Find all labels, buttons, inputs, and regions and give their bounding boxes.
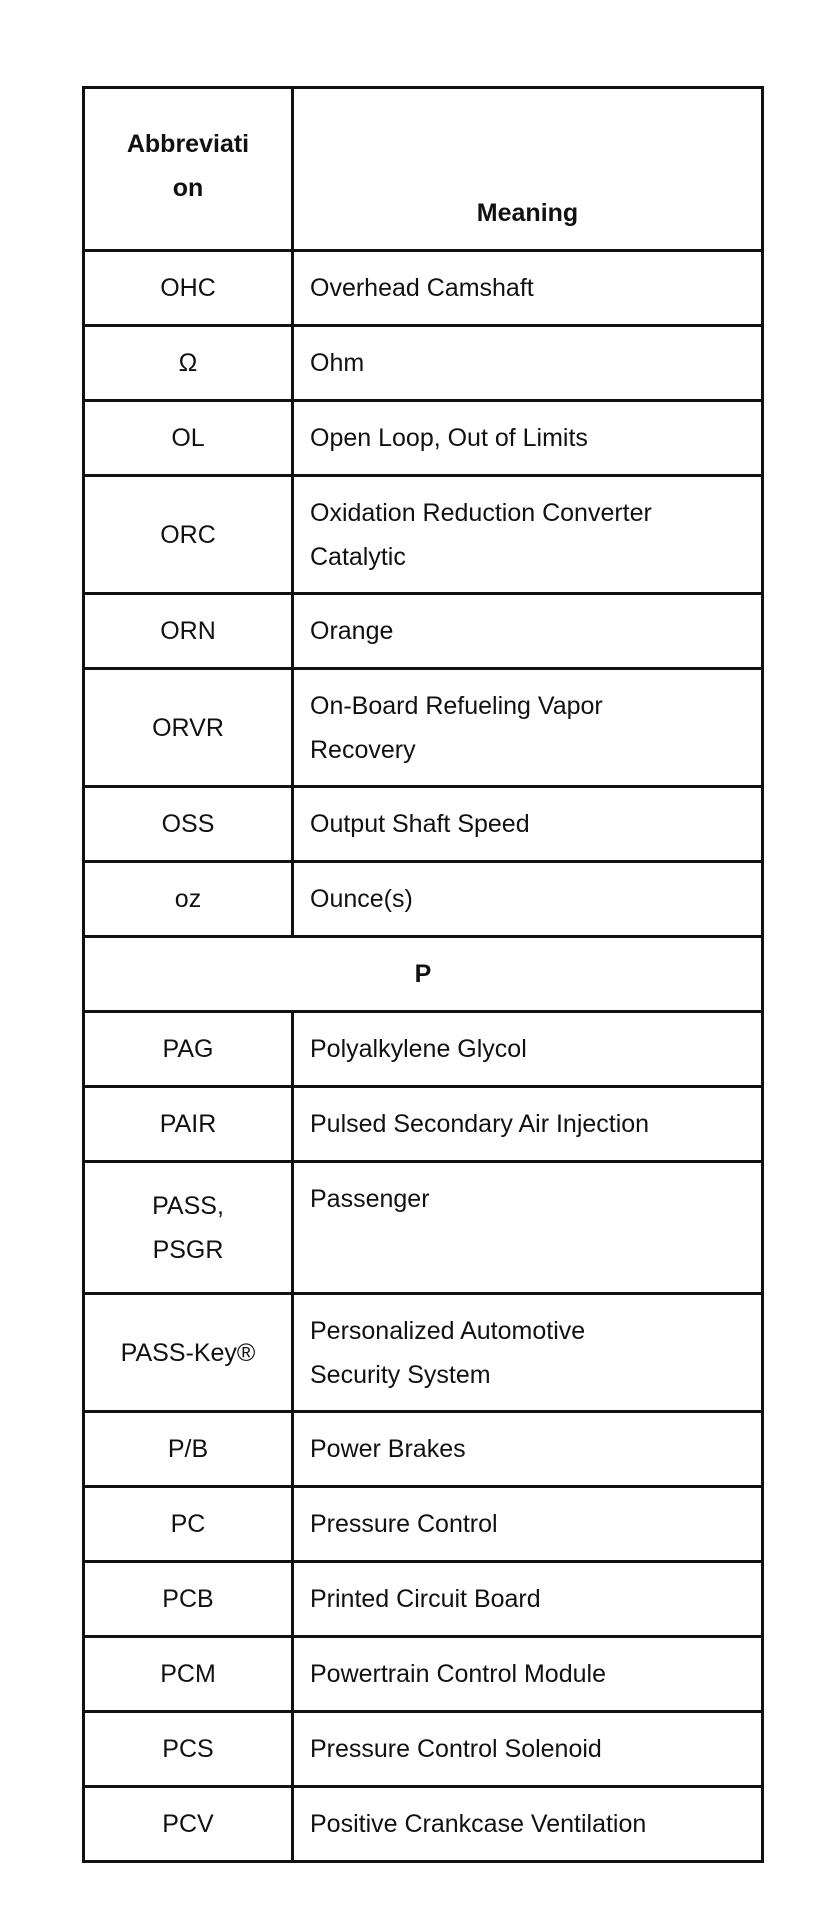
header-abbreviation-line2: on xyxy=(172,174,204,202)
abbr-line2: PSGR xyxy=(152,1235,224,1264)
table-row xyxy=(84,1162,763,1294)
abbr-cell: PAIR xyxy=(84,1087,293,1162)
section-row-p xyxy=(84,937,763,1012)
abbr-cell: OSS xyxy=(84,787,293,862)
table-header-row xyxy=(84,88,763,251)
abbr-cell: P/B xyxy=(84,1412,293,1487)
table-row xyxy=(84,476,763,594)
meaning-line2: Catalytic xyxy=(310,542,406,571)
meaning-cell: Pulsed Secondary Air Injection xyxy=(293,1087,763,1162)
meaning-line1: Personalized Automotive xyxy=(310,1316,586,1345)
section-heading-p: P xyxy=(84,937,763,1012)
table-row xyxy=(84,1294,763,1412)
table-row xyxy=(84,251,763,326)
meaning-line1: On-Board Refueling Vapor xyxy=(310,691,603,720)
meaning-cell: Ohm xyxy=(293,326,763,401)
table-row xyxy=(84,669,763,787)
abbr-cell: PC xyxy=(84,1487,293,1562)
meaning-cell: Ounce(s) xyxy=(293,862,763,937)
meaning-cell: Pressure Control Solenoid xyxy=(293,1712,763,1787)
meaning-cell xyxy=(293,476,763,594)
abbr-cell: ORVR xyxy=(84,669,293,787)
abbr-cell: PCB xyxy=(84,1562,293,1637)
abbr-cell xyxy=(84,1162,293,1294)
abbr-cell: PAG xyxy=(84,1012,293,1087)
table-row xyxy=(84,1487,763,1562)
meaning-line2: Security System xyxy=(310,1360,491,1389)
table-row xyxy=(84,1562,763,1637)
header-abbreviation-line1: Abbreviati xyxy=(126,130,250,158)
meaning-cell: Power Brakes xyxy=(293,1412,763,1487)
meaning-cell: Output Shaft Speed xyxy=(293,787,763,862)
table-row xyxy=(84,401,763,476)
abbr-cell: PASS-Key® xyxy=(84,1294,293,1412)
meaning-cell: Passenger xyxy=(293,1162,763,1294)
table-row xyxy=(84,862,763,937)
abbr-cell: ORC xyxy=(84,476,293,594)
meaning-cell: Pressure Control xyxy=(293,1487,763,1562)
meaning-cell: Powertrain Control Module xyxy=(293,1637,763,1712)
abbr-cell: Ω xyxy=(84,326,293,401)
table-row xyxy=(84,1637,763,1712)
meaning-cell: Polyalkylene Glycol xyxy=(293,1012,763,1087)
table-row xyxy=(84,1412,763,1487)
meaning-cell: Overhead Camshaft xyxy=(293,251,763,326)
abbr-cell: OHC xyxy=(84,251,293,326)
table-row xyxy=(84,326,763,401)
table-row xyxy=(84,594,763,669)
abbr-cell: oz xyxy=(84,862,293,937)
table-row xyxy=(84,1087,763,1162)
meaning-cell xyxy=(293,1294,763,1412)
meaning-line2: Recovery xyxy=(310,735,416,764)
header-abbreviation xyxy=(84,88,293,251)
abbr-line1: PASS, xyxy=(152,1191,224,1220)
table-row xyxy=(84,787,763,862)
meaning-cell: Printed Circuit Board xyxy=(293,1562,763,1637)
abbr-cell: ORN xyxy=(84,594,293,669)
abbreviation-table xyxy=(82,86,764,1863)
meaning-cell: Orange xyxy=(293,594,763,669)
abbr-cell: PCM xyxy=(84,1637,293,1712)
header-meaning: Meaning xyxy=(293,88,763,251)
table-row xyxy=(84,1012,763,1087)
abbr-cell: PCS xyxy=(84,1712,293,1787)
abbr-cell: OL xyxy=(84,401,293,476)
meaning-line1: Oxidation Reduction Converter xyxy=(310,498,652,527)
table-row xyxy=(84,1787,763,1862)
table-row xyxy=(84,1712,763,1787)
meaning-cell: Open Loop, Out of Limits xyxy=(293,401,763,476)
meaning-cell xyxy=(293,669,763,787)
meaning-cell: Positive Crankcase Ventilation xyxy=(293,1787,763,1862)
abbr-cell: PCV xyxy=(84,1787,293,1862)
